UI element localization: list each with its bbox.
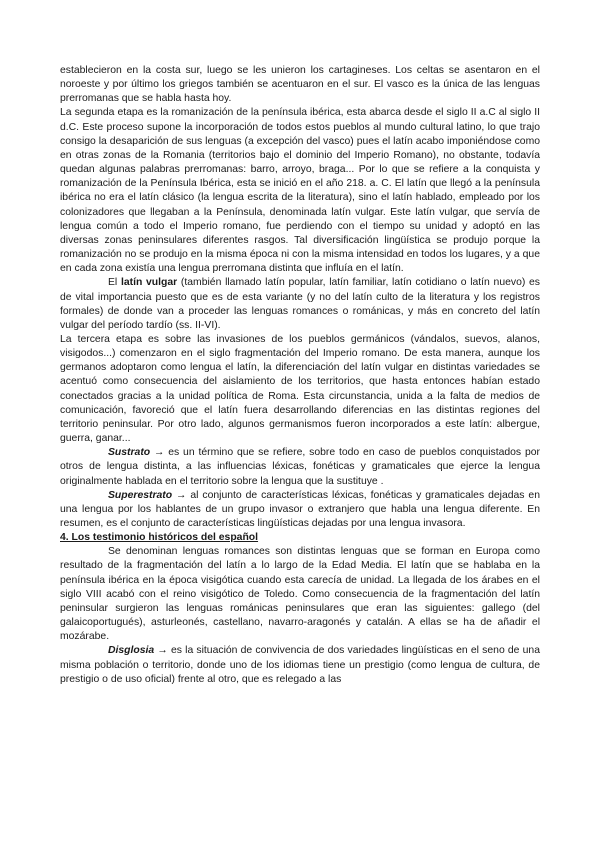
paragraph-romanization: La segunda etapa es la romanización de la península ibérica, esta abarca desde el siglo II a.C al siglo II d.C. Este proceso supone la incorporación de todos estos pueblos al mundo cultural latino, lo que trajo consigo la desaparición de sus lenguas (a excepción del vasco) pues el latín acabo imponiéndose como en otras zonas de la Romania (territorios bajo el dominio del Imperio Romano), no obstante, todavía quedan algunas palabras prerromanas: barro, arroyo, braga... Por lo que se refiere a la conquista y romanización de la Península Ibérica, esta se inició en el año 218. a. C. El latín que llegó a la península ibérica no era el latín clásico (la lengua escrita de la literatura), sino el latín hablado, empleado por los colonizadores que llegaban a la Península, denominada latín vulgar. Este latín vulgar, que servía de lengua común a todo el Imperio romano, fue perdiendo con el tiempo su unidad y adoptó en las diversas zonas peninsulares diferentes rasgos. Tal diversificación lingüística se produjo porque la romanización no se produjo en la misma época ni con la misma intensidad en todos los lugares, y a que en cada zona existía una lengua prerromana distinta que influía en el latín. bbox=[60, 107, 540, 275]
superestrato-definition: → al conjunto de características léxicas, fonéticas y gramaticales dejadas en una lengua por los hablantes de un grupo invasor o extranjero que habla una lengua diferente. En resumen, es el conjunto de características lingüísticas dejadas por una lengua invasora. bbox=[60, 489, 540, 529]
superestrato-term: Superestrato bbox=[108, 489, 173, 501]
sustrato-definition: → es un término que se refiere, sobre todo en caso de pueblos conquistados por otros de lengua distinta, a las influencias léxicas, fonéticas y gramaticales que ejerce la lengua originalmente hablada en el territorio sobre la lengua que la sustituye . bbox=[60, 447, 540, 487]
disglosia-definition: → es la situación de convivencia de dos variedades lingüísticas en el seno de una misma población o territorio, donde uno de los idiomas tiene un prestigio (como lengua de cultura, de prestigio o de uso oficial) frente al otro, que es relegado a las bbox=[60, 645, 540, 685]
paragraph-latin-vulgar bbox=[60, 276, 540, 333]
paragraph-romance-languages: Se denominan lenguas romances son distintas lenguas que se forman en Europa como resultado de la fragmentación del latín a lo largo de la Edad Media. El latín que se hablaba en la península ibérica en la época visigótica cuando esta carecía de unidad. La llegada de los árabes en el siglo VIII acabó con el reino visigótico de Toledo. Como consecuencia de la fragmentación del latín peninsular surgieron las lenguas románicas peninsulares que eran las siguientes: gallego (del galaicoportugués), asturleonés, castellano, navarro-aragonés y catalán. A ellas se ha de añadir el mozárabe. bbox=[60, 546, 540, 643]
sustrato-term: Sustrato bbox=[108, 447, 151, 459]
paragraph-germanic-invasions: La tercera etapa es sobre las invasiones de los pueblos germánicos (vándalos, suevos, alanos, visigodos...) comenzaron en el siglo fragmentación del Imperio romano. De esta manera, aunque los germanos adoptaron como lengua el latín, la diferenciación del latín vulgar en distintas variedades se acentuó como consecuencia del aislamiento de los territorios, que hasta entonces habían estado conectados gracias a la unidad política de Roma. Esta circunstancia, unida a la falta de medios de comunicación, favoreció que el latín fuera desarrollando diferencias en las distintas regiones del territorio peninsular. Por otro lado, algunos germanismos fueron incorporados a este latín: albergue, guerra, ganar... bbox=[60, 333, 540, 445]
paragraph-disglosia bbox=[60, 644, 540, 686]
latin-vulgar-term: latín vulgar bbox=[120, 277, 178, 289]
paragraph-superestrato bbox=[60, 489, 540, 531]
disglosia-term: Disglosia bbox=[108, 645, 155, 657]
section-heading: 4. Los testimonio históricos del español bbox=[60, 532, 259, 544]
latin-vulgar-text: (también llamado latín popular, latín familiar, latín cotidiano o latín nuevo) es de vital importancia puesto que es de esta variante (y no del latín culto de la literatura y los registros formales) de donde van a proceder las lenguas romances o románicas, y más en concreto del latín vulgar del período tardío (ss. II-VI). bbox=[60, 277, 540, 331]
latin-vulgar-intro: El bbox=[108, 277, 121, 289]
paragraph-sustrato bbox=[60, 446, 540, 488]
paragraph-prerroman-peoples: establecieron en la costa sur, luego se les unieron los cartagineses. Los celtas se asentaron en el noroeste y por último los griegos también se acentuaron en el sur. El vasco es la única de las lenguas prerromanas que se habla hasta hoy. bbox=[60, 65, 540, 105]
document-page bbox=[60, 64, 540, 687]
